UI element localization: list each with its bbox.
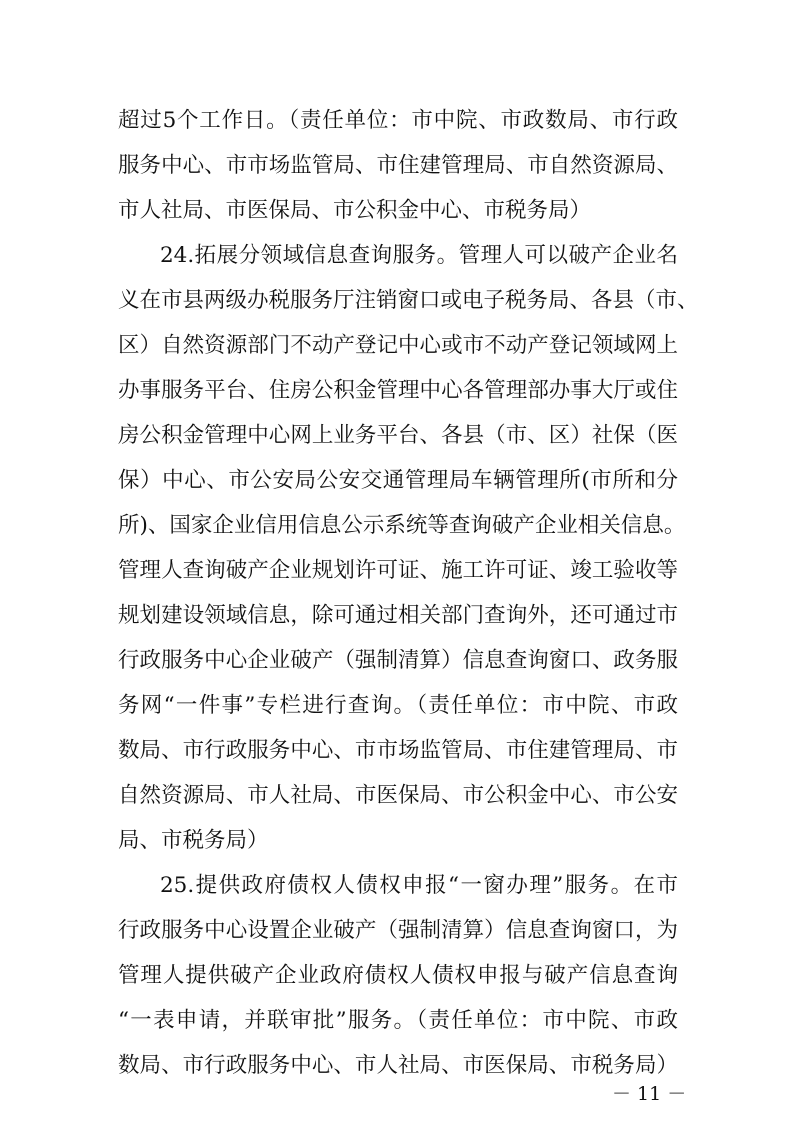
paragraph-line: 务网“一件事”专栏进行查询。（责任单位：市中院、市政: [118, 693, 678, 718]
paragraph-line: 25.提供政府债权人债权申报“一窗办理”服务。在市: [160, 873, 678, 898]
paragraph-line: 局、市税务局）: [118, 828, 269, 853]
paragraph-line: 所)、国家企业信用信息公示系统等查询破产企业相关信息。: [118, 513, 686, 538]
paragraph-line: 办事服务平台、住房公积金管理中心各管理部办事大厅或住: [118, 378, 678, 403]
paragraph-line: 管理人查询破产企业规划许可证、施工许可证、竣工验收等: [118, 558, 678, 583]
paragraph-line: 房公积金管理中心网上业务平台、各县（市、区）社保（医: [118, 423, 678, 448]
paragraph-line: 自然资源局、市人社局、市医保局、市公积金中心、市公安: [118, 783, 678, 808]
paragraph-line: 义在市县两级办税服务厅注销窗口或电子税务局、各县（市、: [118, 288, 699, 313]
paragraph-line: 超过5个工作日。（责任单位：市中院、市政数局、市行政: [118, 108, 678, 133]
paragraph-line: “一表申请，并联审批”服务。（责任单位：市中院、市政: [118, 1008, 678, 1033]
paragraph-line: 行政服务中心企业破产（强制清算）信息查询窗口、政务服: [118, 648, 678, 673]
paragraph-line: 数局、市行政服务中心、市人社局、市医保局、市税务局）: [118, 1053, 678, 1078]
paragraph-line: 区）自然资源部门不动产登记中心或市不动产登记领域网上: [118, 333, 678, 358]
paragraph-line: 规划建设领域信息，除可通过相关部门查询外，还可通过市: [118, 603, 678, 628]
paragraph-line: 行政服务中心设置企业破产（强制清算）信息查询窗口，为: [118, 918, 678, 943]
paragraph-line: 保）中心、市公安局公安交通管理局车辆管理所(市所和分: [118, 468, 678, 493]
paragraph-line: 24.拓展分领域信息查询服务。管理人可以破产企业名: [160, 243, 678, 268]
paragraph-line: 管理人提供破产企业政府债权人债权申报与破产信息查询: [118, 963, 678, 988]
paragraph-line: 市人社局、市医保局、市公积金中心、市税务局）: [118, 198, 592, 223]
paragraph-line: 数局、市行政服务中心、市市场监管局、市住建管理局、市: [118, 738, 678, 763]
page-number: － 11 －: [612, 1083, 687, 1105]
paragraph-line: 服务中心、市市场监管局、市住建管理局、市自然资源局、: [118, 153, 678, 178]
